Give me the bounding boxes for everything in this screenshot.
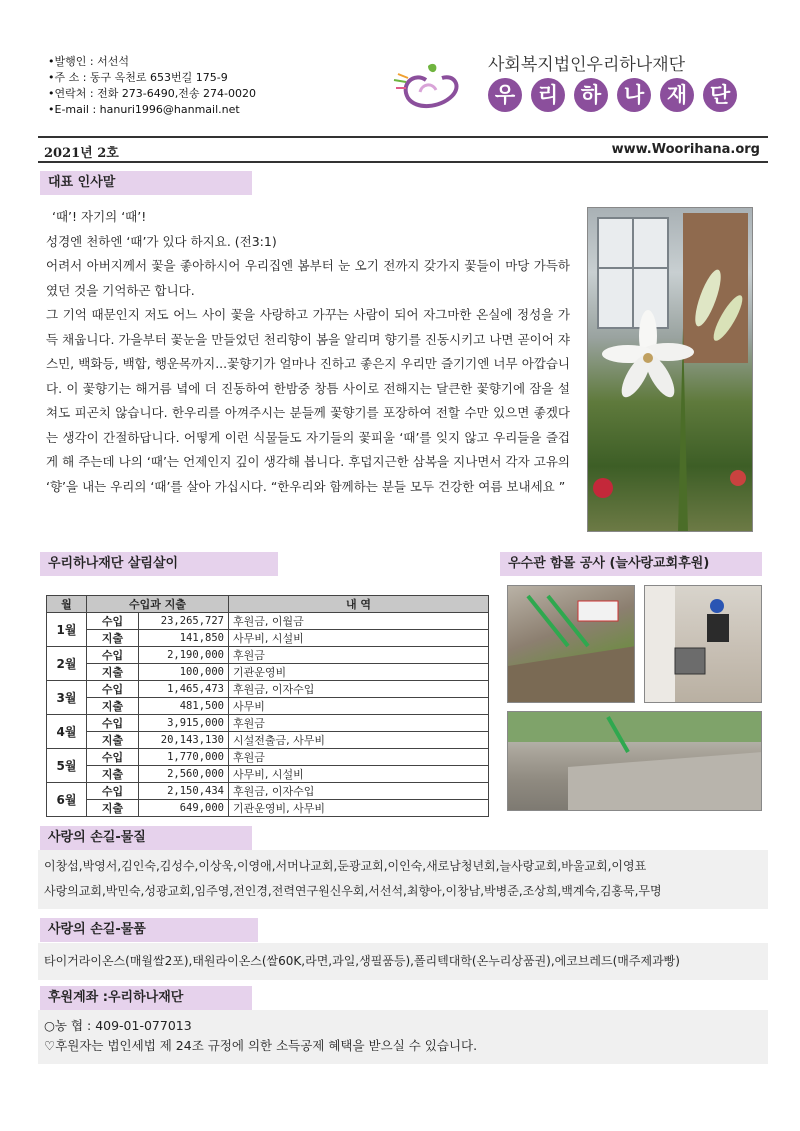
- month-cell: 4월: [47, 715, 87, 749]
- month-cell: 2월: [47, 647, 87, 681]
- desc-cell: 후원금, 이월금: [229, 613, 489, 630]
- account-heading: 후원계좌 :우리하나재단: [40, 986, 252, 1010]
- month-cell: 1월: [47, 613, 87, 647]
- table-row: [47, 732, 489, 749]
- amount-cell: 481,500: [139, 698, 229, 715]
- kind-cell: 수입: [87, 647, 139, 664]
- table-row: [47, 664, 489, 681]
- table-row: [47, 715, 489, 732]
- column-header: 수입과 지출: [87, 596, 229, 613]
- kind-cell: 지출: [87, 732, 139, 749]
- worker-icon: [645, 586, 762, 703]
- greeting-paragraph: ‘때’! 자기의 ‘때’!: [52, 209, 147, 224]
- desc-cell: 기관운영비: [229, 664, 489, 681]
- donor-goods-line: 타이거라이온스(매월쌀2포),태원라이온스(쌀60K,라면,과일,생필품등),폴리텍대학(온누리상품권),에코브레드(매주제과빵): [44, 954, 680, 968]
- greeting-paragraph: 그 기억 때문인지 저도 어느 사이 꽃을 사랑하고 가꾸는 사람이 되어 자그마한 온실에 정성을 가득 채웁니다. 가을부터 꽃눈을 만들었던 천리향이 봄을 알리며 향기를 진동시키고 나면 곧이어 쟈스민, 백화등, 백합, 행운목까지...꽃향기가 얼마나 진하고 좋은지 우리만 즐기기엔 너무 아깝습니다. 이 꽃향기는 해거름 녘에 더 진동하여 한밤중 창틈 사이로 전해지는 달큰한 꽃향기에 잠을 설쳐도 피곤치 않습니다. 한우리를 아껴주시는 분들께 꽃향기를 포장하여 전할 수만 있으면 좋겠다는 생각이 간절하답니다. 어떻게 이런 식물들도 자기들의 꽃피울 ‘때’를 잊지 않고 우리들을 즐겁게 해 주는데 나의 ‘때’는 언제인지 깊이 생각해 봅니다. 후덥지근한 삼복을 지나면서 각자 고유의 ‘향’을 내는 우리의 ‘때’를 살아 가십시다. “한우리와 함께하는 분들 모두 건강한 여름 보내세요 ”: [46, 307, 570, 494]
- donors-goods-heading: 사랑의 손길-물품: [40, 918, 258, 942]
- construction-heading: 우수관 함몰 공사 (늘사랑교회후원): [500, 552, 762, 576]
- divider: [38, 136, 768, 138]
- website-link[interactable]: www.Woorihana.org: [611, 142, 760, 157]
- divider: [38, 161, 768, 163]
- table-row: [47, 681, 489, 698]
- logo-char: 단: [703, 78, 737, 112]
- greeting-paragraph: 성경엔 천하엔 ‘때’가 있다 하지요. (전3:1): [46, 233, 277, 249]
- table-row: [47, 749, 489, 766]
- kind-cell: 지출: [87, 698, 139, 715]
- concrete-channel-icon: [508, 712, 762, 811]
- table-row: [47, 613, 489, 630]
- table-header-row: [47, 596, 489, 613]
- greeting-paragraph: 어려서 아버지께서 꽃을 좋아하시어 우리집엔 봄부터 눈 오기 전까지 갖가지 꽃들이 마당 가득하였던 것을 기억하곤 합니다.: [46, 258, 570, 298]
- greeting-body: [46, 205, 570, 499]
- kind-cell: 수입: [87, 783, 139, 800]
- kind-cell: 수입: [87, 681, 139, 698]
- construction-photo-3: [507, 711, 762, 811]
- tax-note: ♡후원자는 법인세법 제 24조 규정에 의한 소득공제 혜택을 받으실 수 있습니다.: [44, 1038, 478, 1053]
- kind-cell: 지출: [87, 766, 139, 783]
- lily-flower-icon: [588, 208, 753, 532]
- column-header: 내 역: [229, 596, 489, 613]
- desc-cell: 시설전출금, 사무비: [229, 732, 489, 749]
- amount-cell: 2,150,434: [139, 783, 229, 800]
- amount-cell: 649,000: [139, 800, 229, 817]
- logo-char: 재: [660, 78, 694, 112]
- desc-cell: 후원금: [229, 647, 489, 664]
- kind-cell: 지출: [87, 630, 139, 647]
- address-line: •주 소 : 동구 옥천로 653번길 175-9: [48, 71, 228, 84]
- amount-cell: 3,915,000: [139, 715, 229, 732]
- table-row: [47, 766, 489, 783]
- logo-char: 우: [488, 78, 522, 112]
- kind-cell: 수입: [87, 613, 139, 630]
- donors-money-box: [38, 850, 768, 909]
- donors-goods-box: [38, 943, 768, 980]
- desc-cell: 기관운영비, 사무비: [229, 800, 489, 817]
- kind-cell: 지출: [87, 664, 139, 681]
- account-box: [38, 1010, 768, 1064]
- amount-cell: 100,000: [139, 664, 229, 681]
- amount-cell: 23,265,727: [139, 613, 229, 630]
- desc-cell: 사무비, 시설비: [229, 630, 489, 647]
- kind-cell: 수입: [87, 715, 139, 732]
- amount-cell: 20,143,130: [139, 732, 229, 749]
- table-row: [47, 800, 489, 817]
- email-line: •E-mail : hanuri1996@hanmail.net: [48, 103, 240, 116]
- desc-cell: 후원금: [229, 749, 489, 766]
- donor-list-line: 이창섭,박영서,김인숙,김성수,이상욱,이영애,서머나교회,둔광교회,이인숙,새로남청년회,늘사랑교회,바울교회,이영표: [44, 859, 647, 873]
- amount-cell: 2,190,000: [139, 647, 229, 664]
- desc-cell: 후원금, 이자수입: [229, 783, 489, 800]
- finance-heading: 우리하나재단 살림살이: [40, 552, 278, 576]
- table-row: [47, 647, 489, 664]
- contact-line: •연락처 : 전화 273-6490,전송 274-0020: [48, 87, 256, 100]
- issue-number: 2021년 2호: [44, 146, 119, 161]
- amount-cell: 2,560,000: [139, 766, 229, 783]
- greeting-heading: 대표 인사말: [40, 171, 252, 195]
- logo-char: 나: [617, 78, 651, 112]
- kind-cell: 지출: [87, 800, 139, 817]
- desc-cell: 사무비: [229, 698, 489, 715]
- lily-photo: [587, 207, 753, 532]
- table-row: [47, 783, 489, 800]
- finance-table: [46, 595, 489, 817]
- donor-list-line: 사랑의교회,박민숙,성광교회,임주영,전인경,전력연구원신우회,서선석,최향아,이창남,박병준,조상희,백계숙,김홍묵,무명: [44, 884, 662, 898]
- logo-char: 하: [574, 78, 608, 112]
- org-name: 사회복지법인우리하나재단: [488, 55, 686, 75]
- construction-site-icon: [508, 586, 635, 703]
- construction-photo-2: [644, 585, 762, 703]
- amount-cell: 141,850: [139, 630, 229, 647]
- month-cell: 5월: [47, 749, 87, 783]
- logo-char: 리: [531, 78, 565, 112]
- month-cell: 6월: [47, 783, 87, 817]
- foundation-logo-icon: [392, 62, 468, 114]
- account-number: ○농 협 : 409-01-077013: [44, 1018, 192, 1033]
- publisher-info: [48, 54, 256, 118]
- amount-cell: 1,770,000: [139, 749, 229, 766]
- table-row: [47, 698, 489, 715]
- desc-cell: 후원금: [229, 715, 489, 732]
- desc-cell: 사무비, 시설비: [229, 766, 489, 783]
- org-logo-chars: [488, 78, 737, 112]
- construction-photo-1: [507, 585, 635, 703]
- month-cell: 3월: [47, 681, 87, 715]
- donors-money-heading: 사랑의 손길-물질: [40, 826, 252, 850]
- amount-cell: 1,465,473: [139, 681, 229, 698]
- table-row: [47, 630, 489, 647]
- column-header: 월: [47, 596, 87, 613]
- desc-cell: 후원금, 이자수입: [229, 681, 489, 698]
- publisher-line: •발행인 : 서선석: [48, 55, 129, 68]
- kind-cell: 수입: [87, 749, 139, 766]
